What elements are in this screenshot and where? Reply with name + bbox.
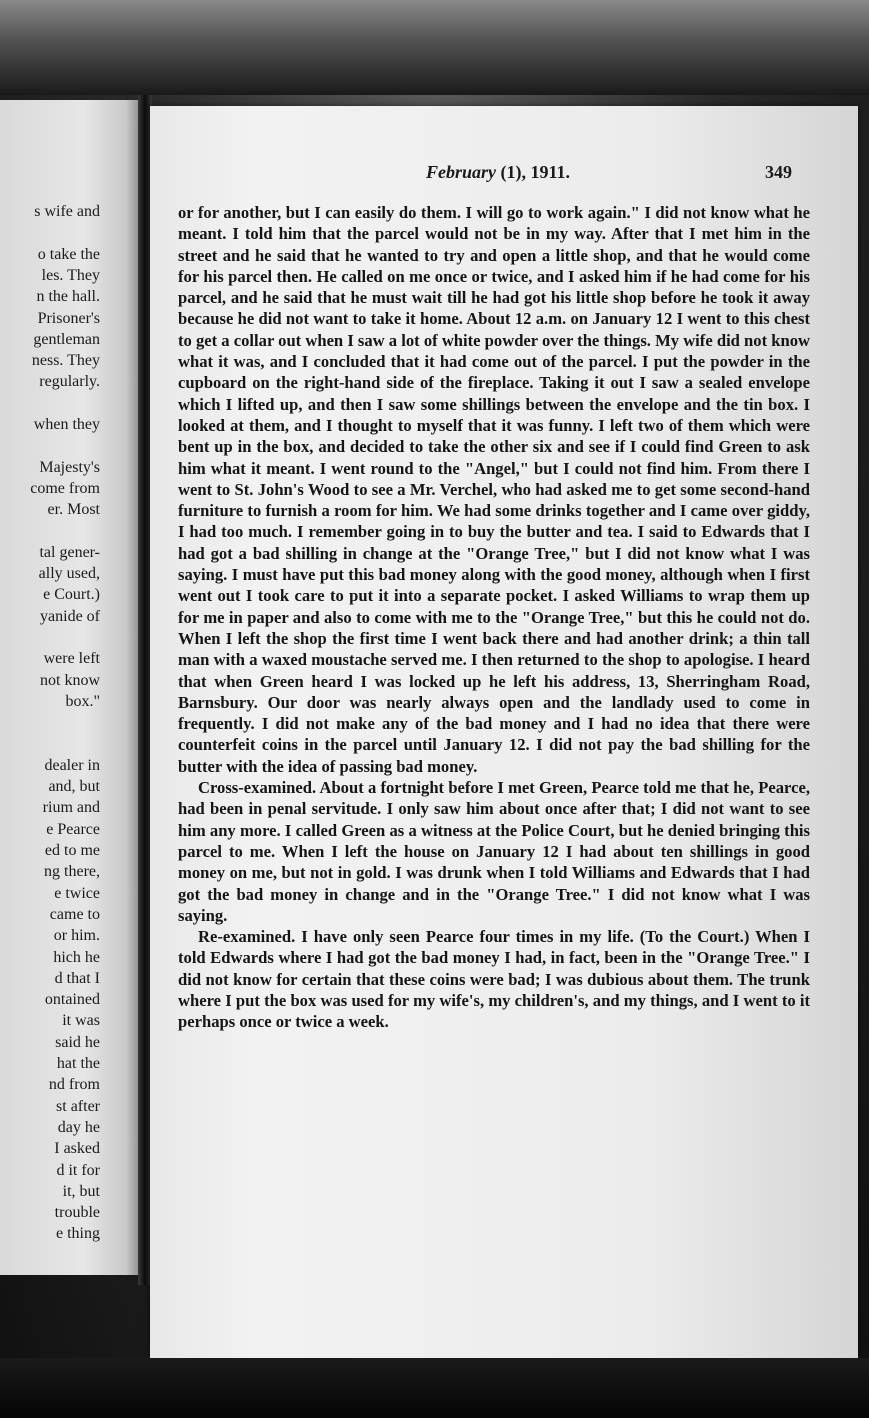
left-page-line: nd from xyxy=(48,1076,100,1094)
main-page xyxy=(150,106,858,1358)
left-page-line: trouble xyxy=(54,1204,100,1222)
header-month: February xyxy=(426,162,497,182)
left-page-line: not know xyxy=(40,671,100,689)
left-page-line: hich he xyxy=(53,948,100,966)
left-page-line: when they xyxy=(33,416,100,433)
left-page-line: Prisoner's xyxy=(37,309,100,327)
left-page-line: Majesty's xyxy=(39,458,100,476)
left-page-line: ed to me xyxy=(44,842,100,859)
left-page-line: were left xyxy=(43,650,100,668)
left-page-line: tal gener- xyxy=(39,543,100,561)
paragraph-re-examined: Re-examined. I have only seen Pearce four times in my life. (To the Court.) When I told Edwards where I had got the bad money I had, in fact, been in the "Orange Tree." I did not know for certain that these coins were bad; I was dubious about them. The trunk where I put the box was used for my wife's, my children's, and my things, and I went to it perhaps once or twice a week. xyxy=(178,927,810,1032)
body-text xyxy=(178,202,810,1033)
left-page-line: st after xyxy=(56,1097,100,1115)
left-facing-page xyxy=(0,100,140,1275)
left-page-line: gentleman xyxy=(33,330,100,348)
paragraph-cross-examined: Cross-examined. About a fortnight before I met Green, Pearce told me that he, Pearce, had been in penal servitude. I only saw him about once after that; I did not want to see him any more. I called Green as a witness at the Police Court, but he denied bringing this parcel to me. When I left the house on January 12 I had about ten shillings in good money on me, but not in gold. I was drunk when I told Williams and Edwards that I had got the bad money in change and in the "Orange Tree." I did not know what I was saying. xyxy=(178,778,810,925)
left-page-line: e twice xyxy=(54,884,100,902)
left-page-line: ontained xyxy=(44,991,100,1009)
left-page-line: or him. xyxy=(53,927,100,945)
left-page-line: box." xyxy=(65,692,100,710)
left-page-line: ness. They xyxy=(31,352,100,370)
scan-top-shadow xyxy=(0,0,869,95)
left-page-line: hat the xyxy=(56,1055,100,1072)
left-page-line: e Pearce xyxy=(46,820,100,838)
left-page-line: I asked xyxy=(54,1140,100,1158)
left-page-line: ally used, xyxy=(38,565,100,583)
left-page-line: e thing xyxy=(56,1225,100,1243)
left-page-line: o take the xyxy=(37,245,100,263)
left-page-line: er. Most xyxy=(47,501,100,519)
running-header xyxy=(426,162,570,183)
left-page-line: d that I xyxy=(54,969,100,987)
left-page-line: it, but xyxy=(62,1182,100,1200)
left-page-line: ng there, xyxy=(44,863,100,881)
left-page-line: come from xyxy=(30,479,100,497)
left-page-line: e Court.) xyxy=(43,586,100,604)
left-page-line: regularly. xyxy=(39,373,100,391)
left-page-line: rium and xyxy=(42,799,100,817)
left-page-line: came to xyxy=(49,905,100,923)
left-page-line: dealer in xyxy=(44,756,100,774)
paragraph-testimony: or for another, but I can easily do them. I will go to work again." I did not know what he meant. I told him that the parcel would not be in my way. After that I met him in the street and he said that he wanted to try and open a little shop, and that he would come for his parcel then. He called on me once or twice, and I asked him if he had come for his parcel, and he said that he must wait till he had got his little shop before he took it away because he did not want to take it home. About 12 a.m. on January 12 I went to this chest to get a collar out when I saw a lot of white powder over the things. My wife did not know what it was, and I concluded that it had come out of the parcel. I put the powder in the cupboard on the right-hand side of the fireplace. Taking it out I saw a sealed envelope which I lifted up, and then I saw some shillings between the envelope and the tin box. I looked at them, and I thought to myself that it was funny. I left two of them which were bent up in the box, and decided to take the other six and see if I could find Green to ask him what it meant. I went round to the "Angel," but I could not find him. From there I went to St. John's Wood to see a Mr. Verchel, who had asked me to get some second-hand furniture to furnish a room for him. We had some drinks together and I came over giddy, I had too much. I remember going in to buy the butter and tea. I said to Edwards that I had got a bad shilling in change at the "Orange Tree," but I did not know what I was saying. I must have put this bad money along with the good money, although when I first went out I took care to put it into a separate pocket. I asked Williams to wrap them up for me in paper and also to come with me to the "Orange Tree," but this he could not do. When I left the shop the first time I went back there and had another drink; a thin tall man with a waxed moustache served me. I then returned to the shop to apologise. I heard that when Green heard I was locked up he left his address, 13, Sherringham Road, Barnsbury. Our door was nearly always open and the landlady used to come in frequently. I did not make any of the bad money and I had no idea that there were counterfeit coins in the parcel until January 12. I did not pay the bad shilling for the butter with the idea of passing bad money. xyxy=(178,203,810,776)
page-number: 349 xyxy=(765,162,792,182)
left-page-line: day he xyxy=(57,1118,100,1136)
left-page-line: it was xyxy=(62,1012,100,1030)
left-page-line: n the hall. xyxy=(36,288,100,306)
header-date: (1), 1911. xyxy=(496,162,571,182)
left-page-line: s wife and xyxy=(34,203,100,220)
left-page-line: yanide of xyxy=(40,607,100,625)
scan-bottom-shadow xyxy=(0,1358,869,1418)
left-page-line: d it for xyxy=(56,1161,100,1179)
left-page-line: and, but xyxy=(48,778,100,796)
left-page-line: les. They xyxy=(41,266,100,284)
left-page-line: said he xyxy=(55,1033,100,1051)
